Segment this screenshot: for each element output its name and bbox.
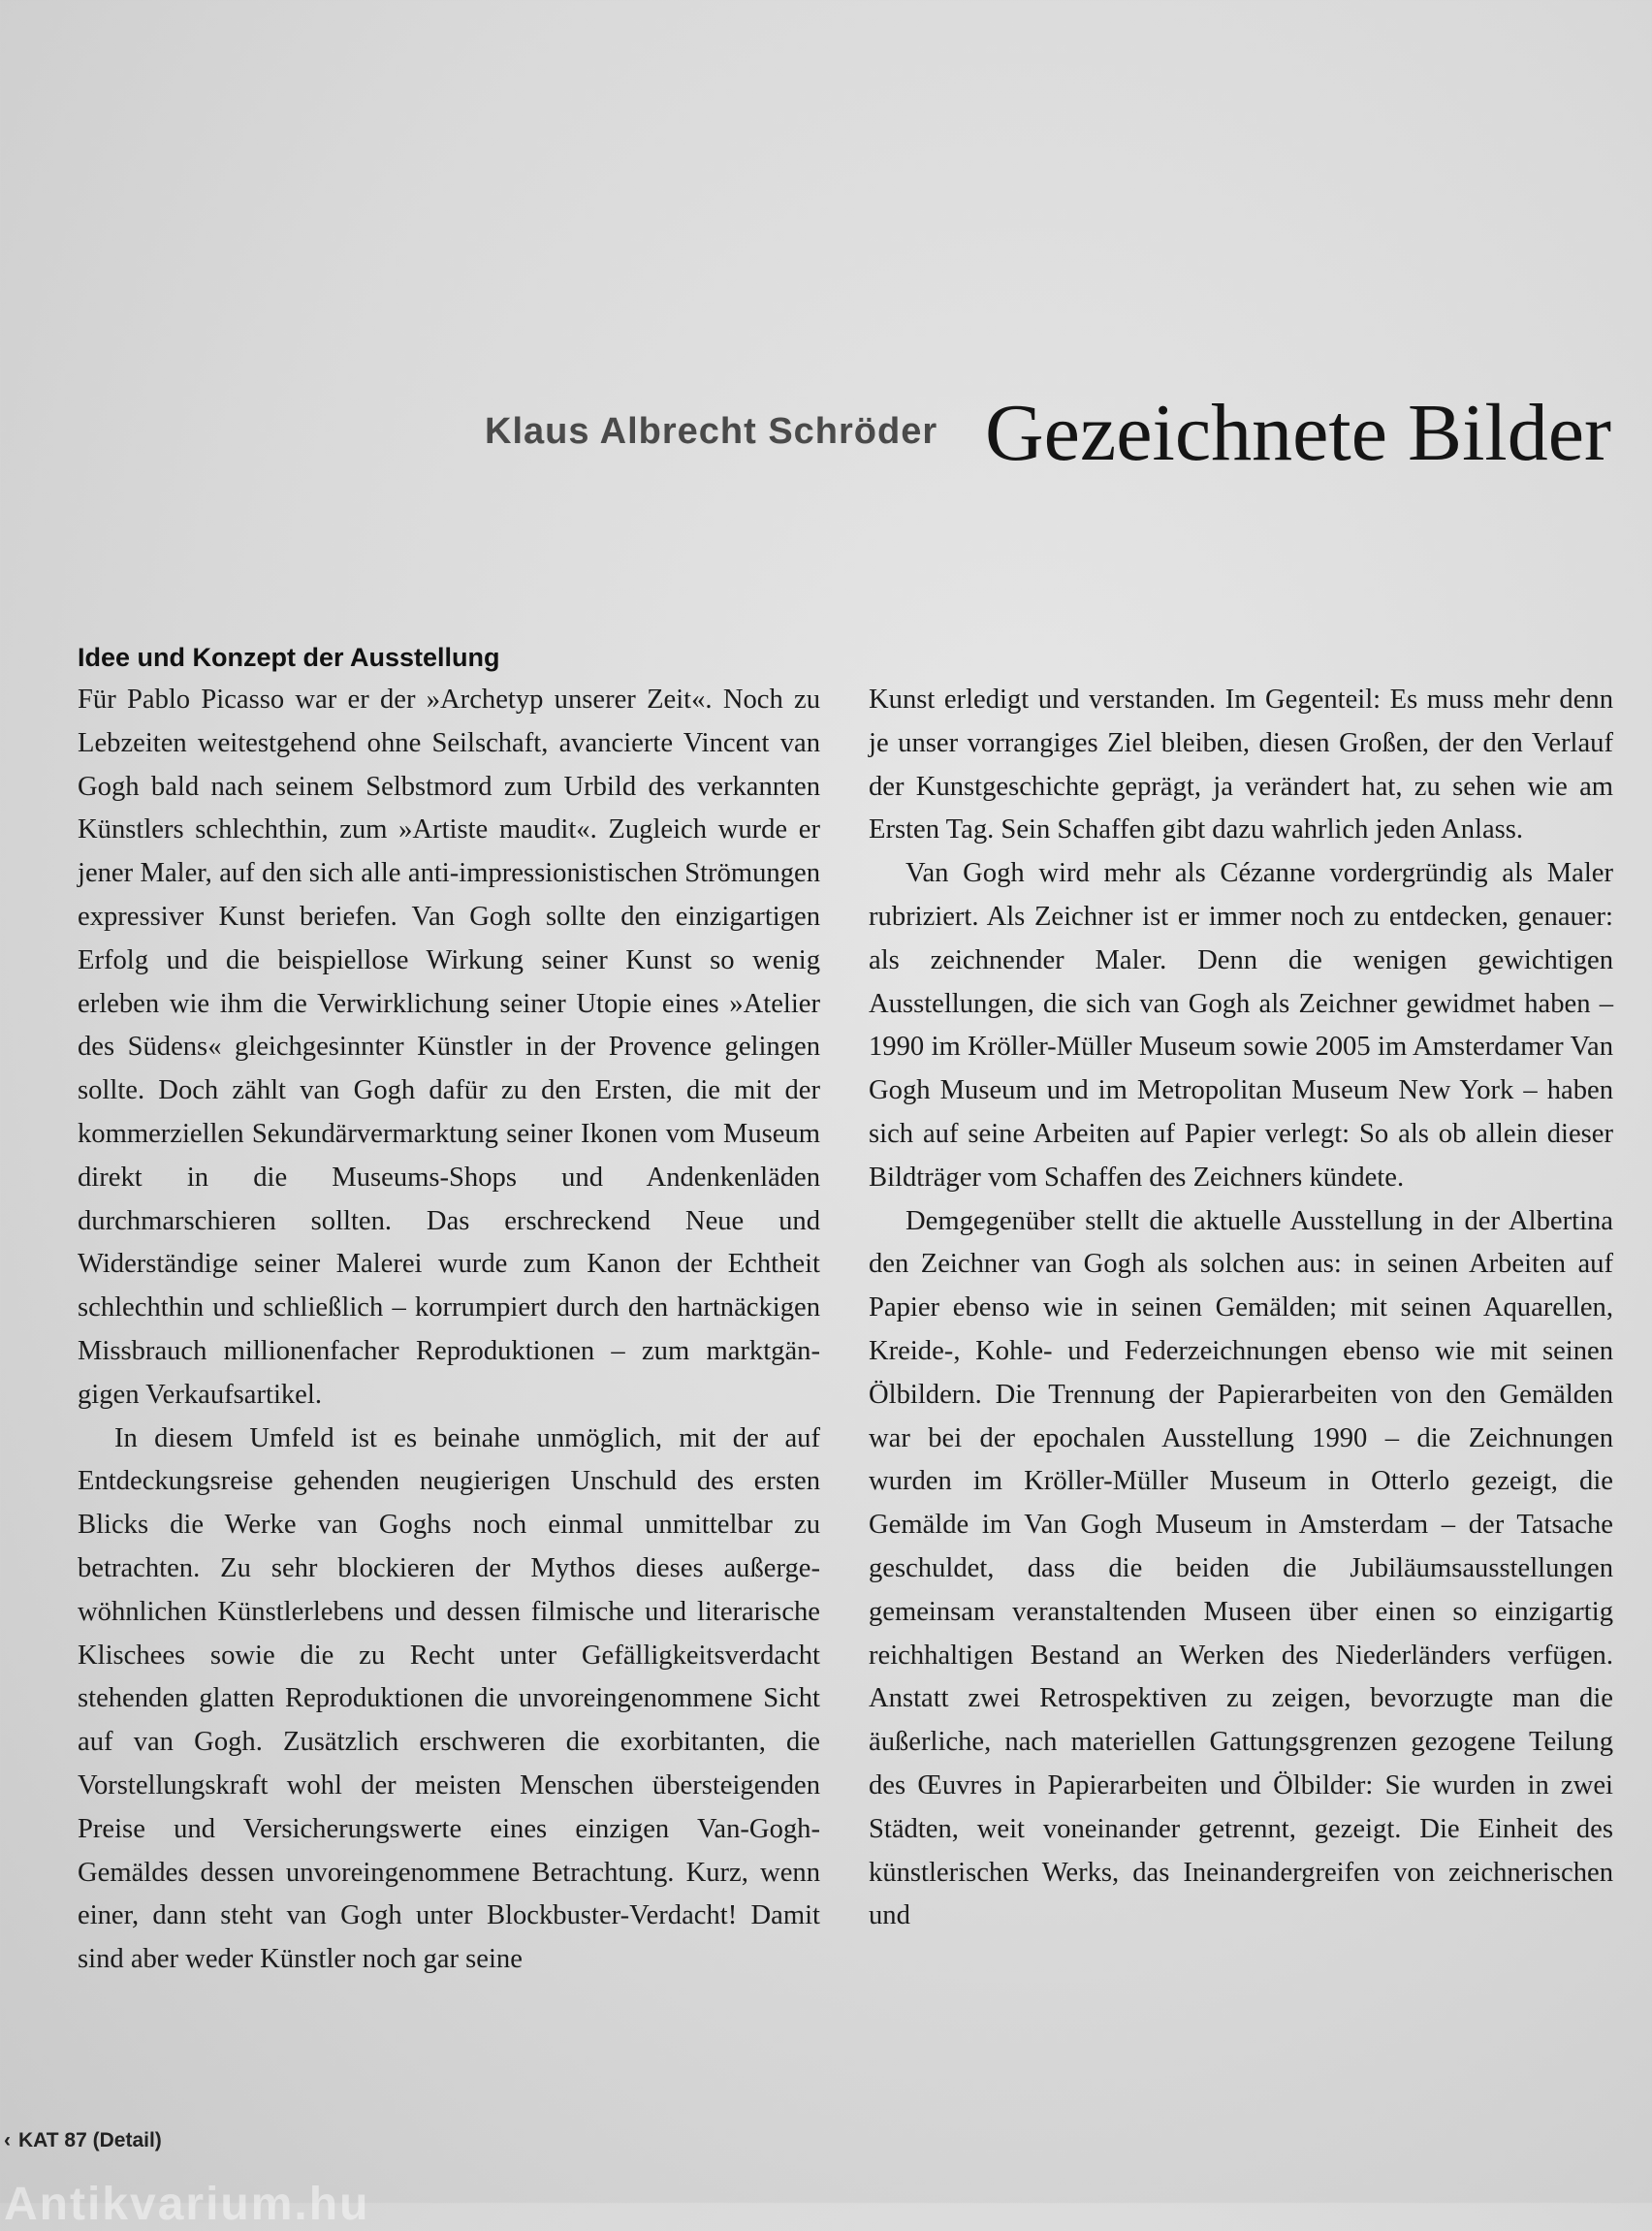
- arrow-left-icon: ‹: [4, 2129, 11, 2151]
- paragraph: Für Pablo Picasso war er der »Archetyp unserer Zeit«. Noch zu Lebzeiten weitestgehend ohne Seilschaft, avancierte Vincent van Gogh bald nach seinem Selbstmord zum Urbild des verkannten Künstlers schlechthin, zum »Artiste maudit«. Zugleich wurde er jener Maler, auf den sich alle anti-impressionistischen Strömungen expressiver Kunst beriefen. Van Gogh sollte den einzigartigen Erfolg und die beispiellose Wirkung seiner Kunst so wenig erleben wie ihm die Verwirklichung seiner Utopie eines »Atelier des Südens« gleichgesinnter Künstler in der Provence gelingen sollte. Doch zählt van Gogh dafür zu den Ersten, die mit der kommerziellen Sekundärvermarktung seiner Ikonen vom Museum direkt in die Museums-Shops und Andenkenläden durchmarschieren sollten. Das erschreckend Neue und Widerständige seiner Malerei wurde zum Kanon der Echtheit schlechthin und schließlich – korrumpiert durch den hartnäckigen Missbrauch millionenfacher Reproduktionen – zum marktgängigen Verkaufsartikel.: [78, 685, 820, 1410]
- watermark: Antikvarium.hu: [4, 2179, 370, 2230]
- text-column-left: [78, 679, 820, 1982]
- section-heading: Idee und Konzept der Ausstellung: [78, 643, 500, 672]
- paragraph: Kunst erledigt und verstanden. Im Gegenteil: Es muss mehr denn je unser vorrangiges Ziel bleiben, diesen Großen, der den Verlauf der Kunstgeschichte geprägt, ja verändert hat, zu sehen wie am Ersten Tag. Sein Schaffen gibt dazu wahrlich jeden Anlass.: [869, 685, 1613, 845]
- paragraph: Demgegenüber stellt die aktuelle Ausstellung in der Albertina den Zeichner van Gogh als solchen aus: in seinen Arbeiten auf Papier ebenso wie in seinen Gemälden; mit seinen Aquarellen, Kreide-, Kohle- und Federzeichnungen ebenso wie mit seinen Ölbildern. Die Trennung der Papierarbeiten von den Gemälden war bei der epochalen Ausstellung 1990 – die Zeichnungen wurden im Kröller-Müller Museum in Otterlo gezeigt, die Gemälde im Van Gogh Museum in Amsterdam – der Tatsache geschuldet, dass die beiden die Jubiläumsausstellungen gemeinsam veranstaltenden Museen über einen so einzigartig reichhaltigen Bestand an Werken des Niederländers verfügen. Anstatt zwei Retrospektiven zu zeigen, bevorzugte man die äußerliche, nach materiellen Gattungsgrenzen gezogene Teilung des Œuvres in Papierarbeiten und Ölbilder: Sie wurden in zwei Städten, weit voneinander getrennt, gezeigt. Die Einheit des künstlerischen Werks, das Ineinandergreifen von zeichnerischen und: [869, 1205, 1613, 1931]
- paragraph: Van Gogh wird mehr als Cézanne vordergründig als Maler rubriziert. Als Zeichner ist er immer noch zu entdecken, genauer: als zeichnender Maler. Denn die wenigen gewichtigen Ausstellungen, die sich van Gogh als Zeichner gewidmet haben – 1990 im Kröller-Müller Museum sowie 2005 im Amsterdamer Van Gogh Museum und im Metropolitan Museum New York – haben sich auf seine Arbeiten auf Papier verlegt: So als ob allein dieser Bildträger vom Schaffen des Zeichners kündete.: [869, 858, 1613, 1193]
- author-name: Klaus Albrecht Schröder: [485, 411, 938, 452]
- figure-caption: [4, 2129, 162, 2152]
- text-column-right: [869, 679, 1613, 1938]
- article-title: Gezeichnete Bilder: [985, 388, 1611, 478]
- paragraph: In diesem Umfeld ist es beinahe unmöglich, mit der auf Entdeckungsreise gehenden neugierigen Unschuld des ersten Blicks die Werke van Goghs noch einmal unmittelbar zu betrachten. Zu sehr blockieren der Mythos dieses außergewöhnlichen Künstlerlebens und dessen filmische und literarische Klischees sowie die zu Recht unter Gefälligkeitsverdacht stehenden glatten Reproduktionen die unvoreingenommene Sicht auf van Gogh. Zusätzlich erschweren die exorbitanten, die Vorstellungskraft wohl der meisten Menschen übersteigenden Preise und Versicherungswerte eines einzigen Van-Gogh-Gemäldes dessen unvoreingenommene Betrachtung. Kurz, wenn einer, dann steht van Gogh unter Blockbuster-Verdacht! Damit sind aber weder Künstler noch gar seine: [78, 1422, 820, 1975]
- caption-text: KAT 87 (Detail): [18, 2129, 162, 2151]
